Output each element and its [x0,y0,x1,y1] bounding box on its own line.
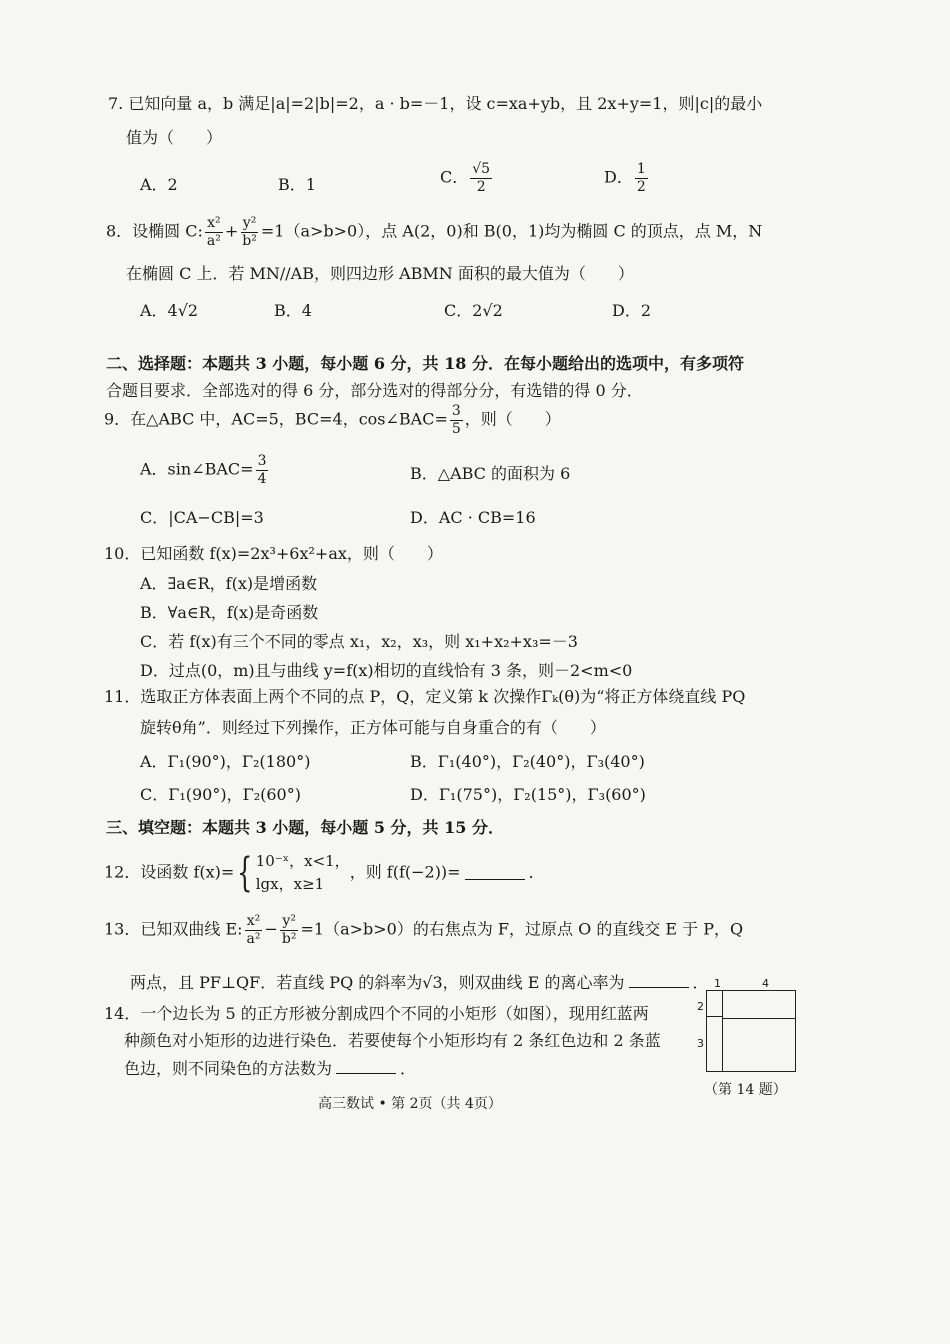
q13-f2-num: y² [282,913,296,929]
q8-fraction-x [205,216,223,248]
q9-option-a [140,454,270,486]
section3-heading: 三、填空题：本题共 3 小题，每小题 5 分，共 15 分． [106,818,504,837]
fig-label-left-bottom: 3 [697,1037,704,1050]
q13-fraction-x [245,914,263,946]
q9-f-den: 5 [451,420,461,437]
q8-option-a: A．4√2 [140,301,199,320]
q7-c-numerator: √5 [472,161,491,177]
q9-f-num: 3 [451,403,461,419]
q13-fraction-y [280,914,299,946]
q8-option-c: C．2√2 [444,301,503,320]
q11-option-a: A．Γ₁(90°)，Γ₂(180°) [140,752,311,771]
q9-option-a-label: A．sin∠BAC= [140,459,254,479]
q8-stem-line1 [106,216,762,248]
q7-option-d-fraction [635,162,648,194]
q9-option-d: D．AC · CB=16 [410,508,536,527]
q8-prefix: 8．设椭圆 C: [106,221,203,241]
q8-option-b: B．4 [274,301,312,320]
q14-line3-text: 色边，则不同染色的方法数为 [124,1059,333,1078]
q11-option-b: B．Γ₁(40°)，Γ₂(40°)，Γ₃(40°) [410,752,645,771]
q10-option-a: A．∃a∈R，f(x)是增函数 [140,574,318,593]
q10-option-d: D．过点(0，m)且与曲线 y=f(x)相切的直线恰有 3 条，则－2<m<0 [140,661,633,680]
q7-c-denominator: 2 [476,178,486,195]
q12-piece2: lgx，x≥1 [255,874,325,893]
section2-heading-line1: 二、选择题：本题共 3 小题，每小题 6 分，共 18 分．在每小题给出的选项中，有多项符 [106,354,744,373]
q10-option-b: B．∀a∈R，f(x)是奇函数 [140,603,319,622]
q8-f1-num: x² [207,215,221,231]
q13-minus: − [264,919,278,939]
q12-brace: { [237,849,253,896]
q13-answer-blank[interactable] [629,973,689,988]
q14-stem-line3 [124,1059,416,1077]
q13-stem-rest: =1（a>b>0）的右焦点为 F，过原点 O 的直线交 E 于 P，Q [300,919,744,939]
q12-suffix: ，则 f(f(−2))= [349,862,461,882]
q12-prefix: 12．设函数 f(x)= [104,862,235,882]
q10-option-c: C．若 f(x)有三个不同的零点 x₁，x₂，x₃，则 x₁+x₂+x₃=－3 [140,632,578,651]
q13-f1-den: a² [246,930,261,947]
fig-right-horizontal-divider [722,1018,795,1019]
fig-label-top-right: 4 [762,977,769,990]
q9-prefix: 9．在△ABC 中，AC=5，BC=4，cos∠BAC= [104,409,448,429]
q9-option-b: B．△ABC 的面积为 6 [410,464,571,483]
fig-label-top-left: 1 [714,977,721,990]
q12-end: ． [528,862,545,882]
q8-fraction-y [240,216,259,248]
q10-stem: 10．已知函数 f(x)=2x³+6x²+ax，则（ ） [104,544,443,563]
q9-stem [104,404,561,436]
q7-option-c-fraction [470,162,492,194]
q13-stem-line1 [104,914,743,946]
q9-option-c: C．|CA−CB|=3 [140,508,264,527]
q9-option-a-fraction [256,454,269,486]
q9-fraction [450,404,463,436]
q13-end: ． [692,973,709,992]
q8-stem-rest: =1（a>b>0），点 A(2，0)和 B(0，1)均为椭圆 C 的顶点，点 M，N [260,221,763,241]
q7-option-a: A．2 [140,175,178,194]
q7-d-numerator: 1 [636,161,646,177]
q7-option-c-label: C． [440,167,469,187]
q7-option-b: B．1 [278,175,316,194]
q7-option-c [440,162,494,194]
q7-option-d [604,162,650,194]
q9-a-num: 3 [257,453,267,469]
q12-piece1: 10⁻ˣ，x<1， [255,852,350,870]
q8-f2-num: y² [242,215,257,231]
section2-heading-line2: 合题目要求．全部选对的得 6 分，部分选对的得部分分，有选错的得 0 分． [106,381,643,400]
q13-prefix: 13．已知双曲线 E: [104,919,243,939]
q8-option-d: D．2 [612,301,652,320]
q8-stem-line2: 在椭圆 C 上．若 MN//AB，则四边形 ABMN 面积的最大值为（ ） [126,264,634,283]
q12-answer-blank[interactable] [465,865,525,880]
fig-square [706,990,796,1072]
q9-suffix: ，则（ ） [464,409,561,429]
q8-plus: + [224,221,239,241]
q7-stem-line1: 7. 已知向量 a，b 满足|a|=2|b|=2，a · b=－1，设 c=xa+yb，且 2x+y=1，则|c|的最小 [108,94,763,113]
q13-f2-den: b² [281,930,297,947]
fig-left-horizontal-divider [706,1016,722,1017]
q13-f1-num: x² [246,913,261,929]
q13-line2-text: 两点，且 PF⊥QF．若直线 PQ 的斜率为√3，则双曲线 E 的离心率为 [130,973,625,992]
q12-stem [104,850,545,895]
q8-f1-den: a² [206,232,221,249]
q9-a-den: 4 [257,470,267,487]
q7-d-denominator: 2 [636,178,646,195]
q7-option-d-label: D． [604,167,633,187]
q8-f2-den: b² [242,232,257,249]
q7-stem-line2: 值为（ ） [126,128,223,147]
q14-answer-blank[interactable] [336,1059,396,1074]
fig-label-left-top: 2 [697,1000,704,1013]
q13-stem-line2 [130,973,709,991]
q14-stem-line2: 种颜色对小矩形的边进行染色．若要使每个小矩形均有 2 条红色边和 2 条蓝 [124,1031,661,1050]
q12-piecewise [256,850,350,895]
q11-option-c: C．Γ₁(90°)，Γ₂(60°) [140,785,301,804]
q11-stem-line1: 11．选取正方体表面上两个不同的点 P，Q，定义第 k 次操作Γₖ(θ)为“将正方体绕直线 PQ [104,687,746,706]
q14-end: ． [400,1059,417,1078]
q11-option-d: D．Γ₁(75°)，Γ₂(15°)，Γ₃(60°) [410,785,646,804]
fig-vertical-divider [722,990,723,1071]
q14-stem-line1: 14．一个边长为 5 的正方形被分割成四个不同的小矩形（如图），现用红蓝两 [104,1004,649,1023]
page-footer: 高三数试 • 第 2页（共 4页） [318,1096,502,1112]
fig-caption: （第 14 题） [704,1082,787,1098]
q11-stem-line2: 旋转θ角”．则经过下列操作，正方体可能与自身重合的有（ ） [140,718,606,737]
